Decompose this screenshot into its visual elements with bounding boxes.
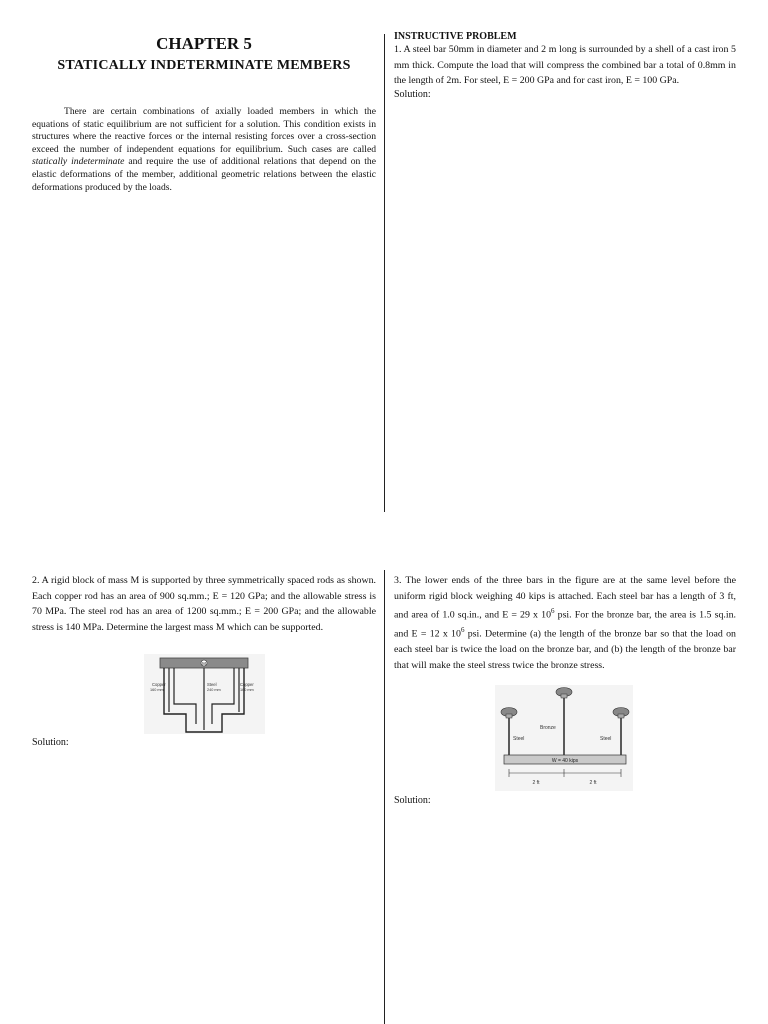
steel-label-right: Steel <box>600 736 612 742</box>
chapter-title: STATICALLY INDETERMINATE MEMBERS <box>57 58 351 73</box>
instructive-problem-heading: INSTRUCTIVE PROBLEM <box>394 31 517 42</box>
steel-label-left: Steel <box>513 736 525 742</box>
problem-3-text <box>394 573 736 673</box>
intro-text-end: and require the use of additional relations that depend on the elastic deformations of the member, additional geometric relations between the elastic deformations produced by the loads. <box>32 156 376 193</box>
dimension-label-right: 2 ft <box>589 780 597 786</box>
steel-label: Steel <box>207 682 217 687</box>
intro-text-start: There are certain combinations of axially loaded members in which the equations of static equilibrium are not sufficient for a solution. This condition exists in structures where the reactive forces or the internal resisting forces over a cross-section exceed the number of independent equations for equilibrium. Such cases are called <box>32 106 376 155</box>
copper-label-right: Copper <box>240 682 254 687</box>
chapter-number: CHAPTER 5 <box>156 34 252 53</box>
problem-2-text: 2. A rigid block of mass M is supported by three symmetrically spaced rods as shown. Each copper rod has an area of 900 sq.mm.; E = 120 GPa; and the allowable stress is 70 MPa. The steel rod has an area of 1200 sq.mm.; E = 200 GPa; and the allowable stress is 140 MPa. Determine the largest mass M which can be supported. <box>32 575 376 633</box>
dimension-label-left: 2 ft <box>532 780 540 786</box>
problem-1-section <box>394 31 736 100</box>
exponent-1: 6 <box>551 607 555 616</box>
intro-paragraph <box>32 106 376 194</box>
problem-3-part-1: 3. The lower ends of the three bars in the figure are at the same level before the uniform rigid block weighing 40 kips is attached. Each steel bar has a length of 3 ft, and area of 1.0 sq.in., and E = 29 x 10 <box>394 575 736 621</box>
bottom-column-divider <box>384 570 385 1024</box>
problem-3-figure <box>495 685 633 791</box>
weight-label: W = 40 kips <box>551 758 579 764</box>
problem-1-text: 1. A steel bar 50mm in diameter and 2 m long is surrounded by a shell of a cast iron 5 mm thick. Compute the load that will compress the combined bar a total of 0.8mm in the length of 2m. For steel, E = 200 GPa and for cast iron, E = 100 GPa. <box>394 44 736 87</box>
mass-label: M <box>202 660 206 666</box>
bronze-label: Bronze <box>540 725 556 731</box>
copper-length-left: 160 mm <box>150 688 164 692</box>
problem-2-solution-label: Solution: <box>32 737 69 748</box>
problem-1-solution-label: Solution: <box>394 88 431 100</box>
problem-3-part-2: psi. For the bronze bar, the area is 1.5 sq.in. and E = 12 x 10 <box>394 609 736 640</box>
problem-3-part-3: psi. Determine (a) the length of the bronze bar so that the load on each steel bar is twice the load on the bronze bar, and (b) the length of the bronze bar that will make the steel stress twice the bronze stress. <box>394 628 736 671</box>
problem-3-section <box>394 573 736 673</box>
problem-3-solution-label: Solution: <box>394 795 431 806</box>
problem-2-section <box>32 573 376 635</box>
copper-label-left: Copper <box>152 682 166 687</box>
chapter-section <box>32 34 376 194</box>
steel-length: 240 mm <box>207 688 221 692</box>
exponent-2: 6 <box>460 626 465 635</box>
top-column-divider <box>384 34 385 512</box>
problem-2-figure <box>144 654 265 734</box>
copper-length-right: 160 mm <box>240 688 254 692</box>
intro-italic-term: statically indeterminate <box>32 156 125 168</box>
